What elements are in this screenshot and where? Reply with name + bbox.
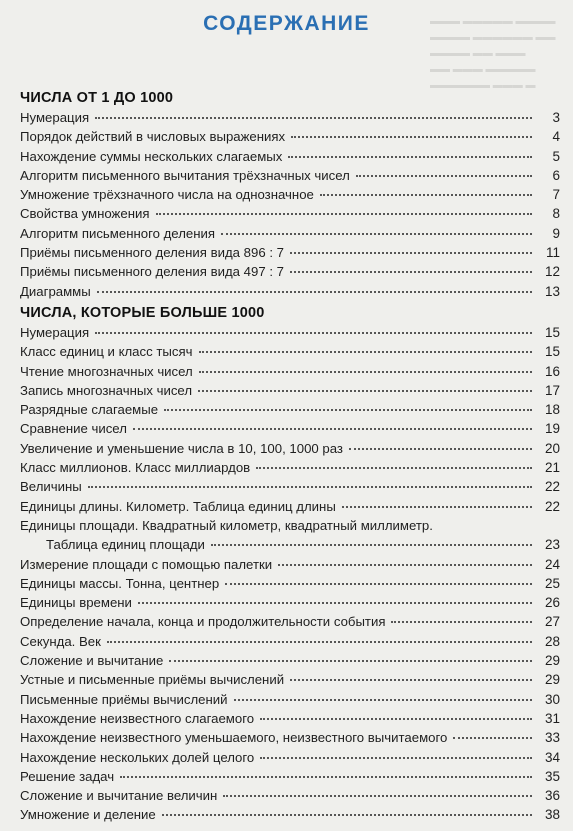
toc-entry [20,127,560,146]
toc-entry-title: Диаграммы [20,283,91,299]
toc-entry-title: Порядок действий в числовых выражениях [20,129,286,145]
toc-entry-title: Секунда. Век [20,633,101,649]
toc-entry-title: Единицы площади. Квадратный километр, квадратный миллиметр. [20,517,433,533]
toc-entry [20,282,560,301]
toc-entry-title: Запись многозначных чисел [20,382,193,398]
toc-entry-page-number: 31 [544,710,560,726]
toc-entry-page-number: 3 [552,110,560,125]
toc-heading: СОДЕРЖАНИЕ [203,12,370,35]
toc-entry [20,593,560,612]
toc-entry [20,651,560,670]
toc-entry-title: Измерение площади с помощью палетки [20,556,273,572]
toc-entry-page-number: 7 [552,187,560,203]
dot-leader [198,390,532,392]
dot-leader [211,544,532,546]
dot-leader [234,699,533,701]
dot-leader [288,156,532,158]
dot-leader [278,564,532,566]
toc-entry-title: Нумерация [20,110,90,125]
toc-entry [20,342,560,361]
toc-entry-page-number: 15 [544,324,560,340]
dot-leader [133,428,532,430]
toc-entry [20,728,560,747]
dot-leader [291,136,532,138]
toc-entry-page-number: 22 [544,479,560,495]
toc-entry [20,786,560,805]
toc-entry [20,323,560,342]
dot-leader [120,776,532,778]
toc-entry [20,185,560,204]
toc-entry-page-number: 28 [544,633,560,649]
toc-entry-page-number: 9 [552,225,560,241]
dot-leader [199,351,533,353]
dot-leader [169,660,532,662]
toc-entry [20,670,560,689]
toc-entry-title: Класс единиц и класс тысяч [20,344,193,360]
dot-leader [320,194,532,196]
toc-entry-title: Алгоритм письменного вычитания трёхзначных чисел [20,167,350,183]
dot-leader [138,602,532,604]
toc-entry-title: Чтение многозначных чисел [20,363,193,379]
toc-entry [20,147,560,166]
toc-entry-page-number: 18 [544,402,560,418]
toc-entry-title: Единицы времени [20,595,132,611]
toc-entry [20,458,560,477]
toc-entry-page-number: 27 [544,614,560,630]
dot-leader [342,506,532,508]
toc-entry [20,419,560,438]
toc-entry-page-number: 11 [545,245,560,261]
dot-leader [260,718,532,720]
toc-entry-title: Нахождение неизвестного слагаемого [20,710,255,726]
dot-leader [221,233,532,235]
toc-entry [20,574,560,593]
dot-leader [349,448,532,450]
dot-leader [162,814,532,816]
toc-entry-title: Нахождение суммы нескольких слагаемых [20,148,283,164]
toc-entry-page-number: 12 [544,264,560,280]
toc-entry-page-number: 33 [544,730,560,746]
toc-entry-page-number: 22 [544,498,560,514]
toc-entry-page-number: 26 [544,595,560,611]
toc-entry-page-number: 25 [544,575,560,591]
dot-leader [223,795,532,797]
toc-entry-title: Нахождение нескольких долей целого [20,749,255,765]
toc-entry-title: Решение задач [20,768,115,784]
dot-leader [97,291,532,293]
toc-entry-page-number: 17 [544,382,560,398]
section-heading: ЧИСЛА, КОТОРЫЕ БОЛЬШЕ 1000 [20,304,265,321]
toc-entry-title: Письменные приёмы вычислений [20,691,228,707]
toc-entry-page-number: 19 [544,421,560,437]
toc-entry [20,612,560,631]
section-heading: ЧИСЛА ОТ 1 ДО 1000 [20,90,174,106]
toc-entry-title: Величины [20,479,82,495]
toc-entry [20,709,560,728]
dot-leader [256,467,532,469]
bleed-through-shadow: ▬▬▬ ▬▬▬▬▬ ▬▬▬▬ ▬▬▬▬ ▬▬▬▬▬▬ ▬▬ ▬▬▬▬ ▬▬ ▬▬▬ ▬▬ ▬▬▬ ▬▬▬▬▬ ▬▬▬▬▬▬ ▬▬▬ ▬ [430,16,556,91]
toc-entry [20,439,560,458]
toc-entry [20,516,560,535]
toc-entry [20,555,560,574]
toc-entry-title: Разрядные слагаемые [20,402,159,418]
toc-entry-title: Увеличение и уменьшение числа в 10, 100, 1000 раз [20,440,343,456]
toc-entry-page-number: 30 [544,691,560,707]
toc-entry-page-number: 13 [544,283,560,299]
toc-entry-page-number: 8 [552,206,560,222]
toc-entry [20,632,560,651]
toc-entry-title: Единицы длины. Километр. Таблица единиц длины [20,498,336,514]
toc-entry [20,262,560,281]
dot-leader [156,213,533,215]
toc-entry [20,748,560,767]
toc-entry-title: Нахождение неизвестного уменьшаемого, неизвестного вычитаемого [20,730,448,746]
dot-leader [88,486,532,488]
dot-leader [199,371,532,373]
toc-entry [20,477,560,496]
toc-entry-page-number: 16 [544,363,560,379]
toc-entry [20,805,560,824]
toc-entry-title: Алгоритм письменного деления [20,225,216,241]
table-of-contents [20,88,560,825]
toc-entry-title: Приёмы письменного деления вида 896 : 7 [20,245,284,261]
dot-leader [453,737,532,739]
toc-entry-title: Сложение и вычитание [20,653,164,669]
dot-leader [95,117,532,119]
toc-entry-page-number: 29 [544,653,560,669]
toc-entry-page-number: 23 [544,537,560,553]
toc-entry-page-number: 24 [544,556,560,572]
dot-leader [290,252,532,254]
toc-entry-title: Сложение и вычитание величин [20,788,218,804]
toc-entry [20,690,560,709]
toc-entry [20,767,560,786]
toc-entry-page-number: 15 [544,344,560,360]
dot-leader [107,641,532,643]
toc-entry-title: Нумерация [20,324,90,340]
toc-entry-title: Умножение и деление [20,807,156,823]
dot-leader [391,621,532,623]
toc-entry [20,243,560,262]
dot-leader [95,332,532,334]
toc-entry-title: Свойства умножения [20,206,150,222]
toc-entry [20,362,560,381]
toc-entry-page-number: 36 [544,788,560,804]
dot-leader [164,409,532,411]
toc-entry-title: Умножение трёхзначного числа на однозначное [20,187,314,203]
toc-entry [20,224,560,243]
toc-entry-page-number: 4 [552,129,560,145]
toc-entry-title: Устные и письменные приёмы вычислений [20,672,285,688]
toc-entry-page-number: 38 [544,807,560,823]
toc-entry-page-number: 21 [544,460,560,476]
toc-entry-page-number: 5 [552,148,560,164]
toc-entry [20,497,560,516]
toc-entry-title: Сравнение чисел [20,421,127,437]
toc-entry-page-number: 35 [544,768,560,784]
toc-entry-title: Определение начала, конца и продолжительности события [20,614,386,630]
toc-entry [20,535,560,554]
dot-leader [225,583,532,585]
toc-entry [20,108,560,127]
toc-entry [20,400,560,419]
toc-entry-title: Таблица единиц площади [46,537,205,553]
toc-entry-page-number: 20 [544,440,560,456]
dot-leader [290,271,532,273]
toc-entry-page-number: 6 [552,167,560,183]
toc-entry [20,381,560,400]
dot-leader [260,757,532,759]
toc-entry-title: Класс миллионов. Класс миллиардов [20,460,251,476]
dot-leader [356,175,532,177]
toc-entry [20,204,560,223]
dot-leader [290,679,532,681]
toc-entry [20,166,560,185]
toc-entry-title: Приёмы письменного деления вида 497 : 7 [20,264,284,280]
toc-entry-title: Единицы массы. Тонна, центнер [20,575,220,591]
toc-entry-page-number: 29 [544,672,560,688]
toc-entry-page-number: 34 [544,749,560,765]
